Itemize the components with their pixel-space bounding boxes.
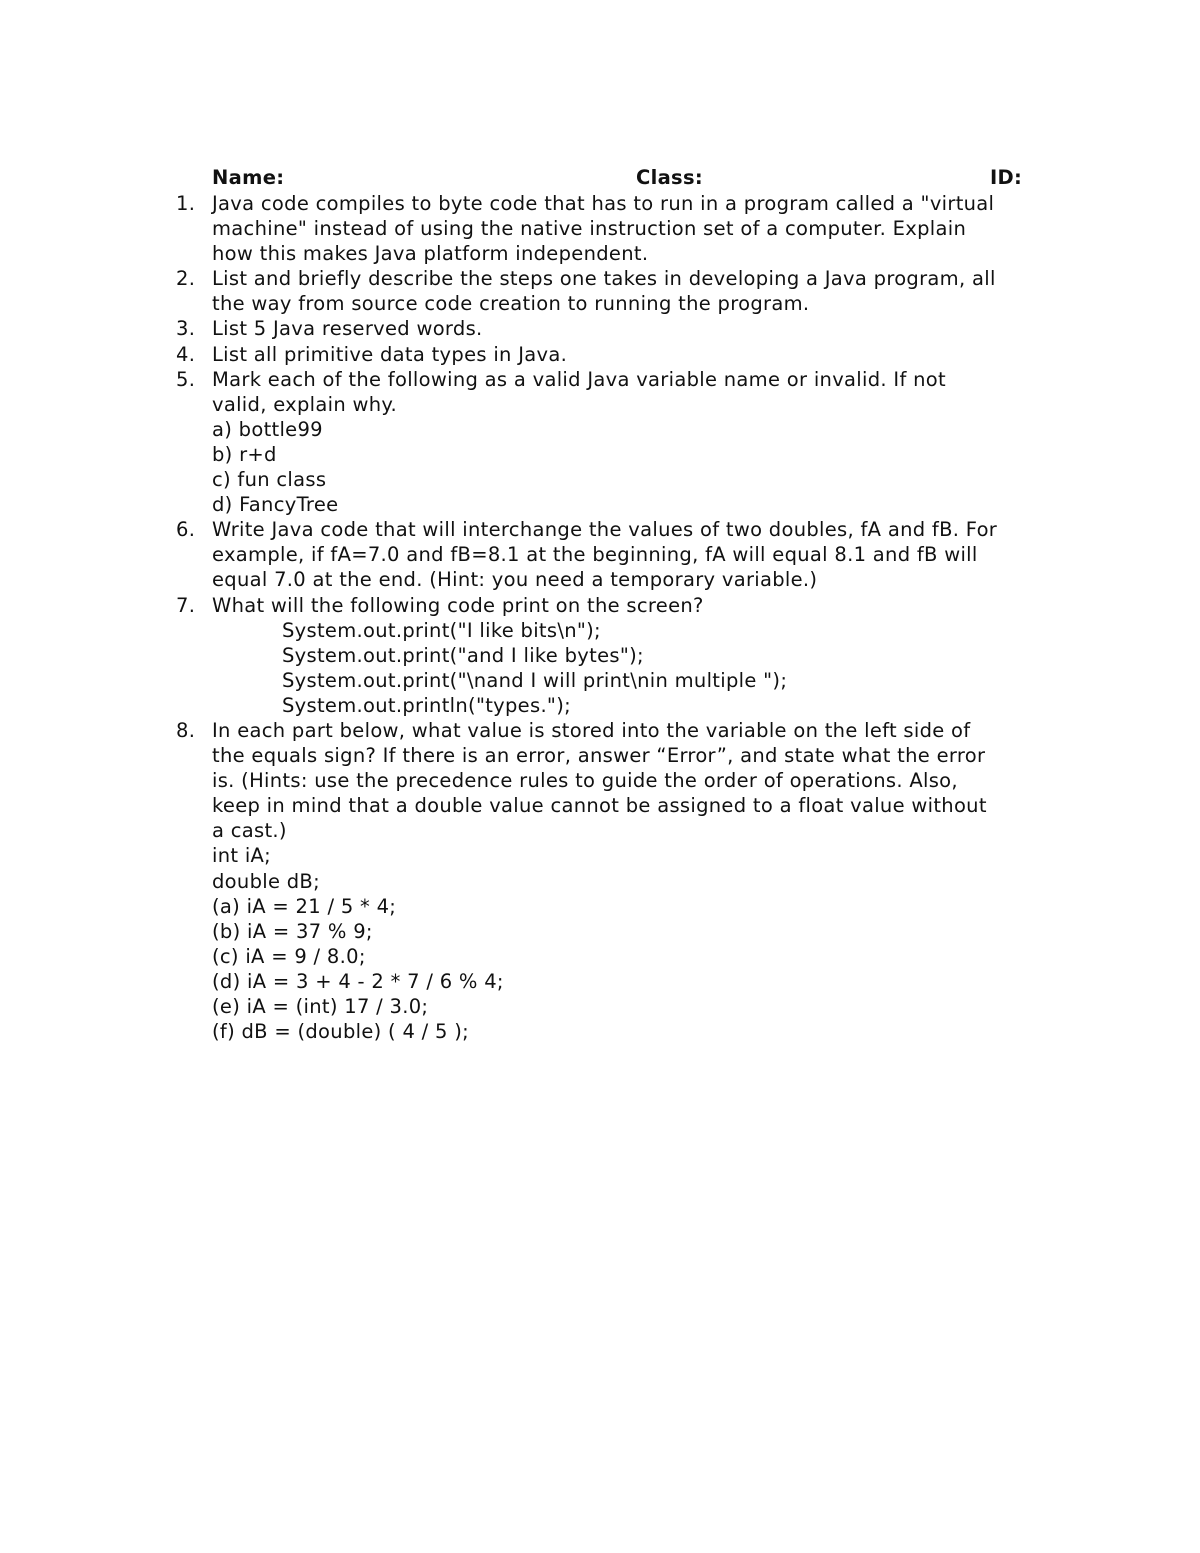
question-text-line: (f) dB = (double) ( 4 / 5 );	[212, 1020, 470, 1044]
question-text-line: the way from source code creation to running the program.	[212, 292, 810, 316]
question-3	[0, 316, 1062, 341]
question-7	[0, 593, 1062, 718]
question-text-line: In each part below, what value is stored into the variable on the left side of	[212, 718, 971, 742]
question-text-line: (c) iA = 9 / 8.0;	[212, 944, 366, 968]
question-text-line: List 5 Java reserved words.	[212, 317, 483, 341]
class-label: Class:	[636, 166, 703, 189]
id-label: ID:	[990, 166, 1023, 189]
question-number: 5.	[176, 367, 196, 391]
question-text-line: keep in mind that a double value cannot be assigned to a float value without	[212, 794, 987, 818]
question-number: 2.	[176, 267, 196, 291]
question-text-line: (b) iA = 37 % 9;	[212, 919, 373, 943]
code-line: System.out.println("types.");	[282, 693, 571, 717]
code-line: System.out.print("and I like bytes");	[282, 643, 644, 667]
question-number: 4.	[176, 342, 196, 366]
question-text-line: (a) iA = 21 / 5 * 4;	[212, 894, 397, 918]
question-text-line: What will the following code print on the screen?	[212, 593, 704, 617]
question-4	[0, 342, 1062, 367]
question-list	[0, 191, 1200, 1044]
question-number: 3.	[176, 317, 196, 341]
question-text-line: (d) iA = 3 + 4 - 2 * 7 / 6 % 4;	[212, 969, 504, 993]
question-text-line: is. (Hints: use the precedence rules to guide the order of operations. Also,	[212, 769, 958, 793]
question-text-line: List all primitive data types in Java.	[212, 342, 568, 366]
question-number: 6.	[176, 518, 196, 542]
question-text-line: d) FancyTree	[212, 493, 339, 517]
question-text-line: equal 7.0 at the end. (Hint: you need a temporary variable.)	[212, 568, 818, 592]
name-label: Name:	[212, 166, 285, 189]
code-line: System.out.print("\nand I will print\nin multiple ");	[282, 668, 788, 692]
question-text-line: double dB;	[212, 869, 320, 893]
question-number: 7.	[176, 593, 196, 617]
question-number: 1.	[176, 192, 196, 215]
question-text-line: the equals sign? If there is an error, answer “Error”, and state what the error	[212, 744, 986, 768]
question-1	[0, 191, 1062, 266]
question-text-line: int iA;	[212, 844, 272, 868]
question-text-line: c) fun class	[212, 468, 327, 492]
question-number: 8.	[176, 718, 196, 742]
question-5	[0, 367, 1062, 518]
question-text-line: b) r+d	[212, 442, 277, 466]
question-8	[0, 718, 1062, 1044]
question-text-line: Java code compiles to byte code that has to run in a program called a "virtual	[212, 192, 995, 215]
question-6	[0, 517, 1062, 592]
question-text-line: Write Java code that will interchange the values of two doubles, fA and fB. For	[212, 518, 998, 542]
question-text-line: example, if fA=7.0 and fB=8.1 at the beginning, fA will equal 8.1 and fB will	[212, 543, 978, 567]
question-text-line: a) bottle99	[212, 417, 323, 441]
question-text-line: valid, explain why.	[212, 392, 397, 416]
question-text-line: a cast.)	[212, 819, 287, 843]
header-row	[212, 166, 1022, 192]
code-line: System.out.print("I like bits\n");	[282, 618, 601, 642]
question-text-line: List and briefly describe the steps one takes in developing a Java program, all	[212, 267, 996, 291]
question-2	[0, 266, 1062, 316]
question-text-line: how this makes Java platform independent.	[212, 242, 649, 266]
question-text-line: machine" instead of using the native instruction set of a computer. Explain	[212, 217, 967, 241]
question-text-line: Mark each of the following as a valid Java variable name or invalid. If not	[212, 367, 946, 391]
question-text-line: (e) iA = (int) 17 / 3.0;	[212, 995, 429, 1018]
